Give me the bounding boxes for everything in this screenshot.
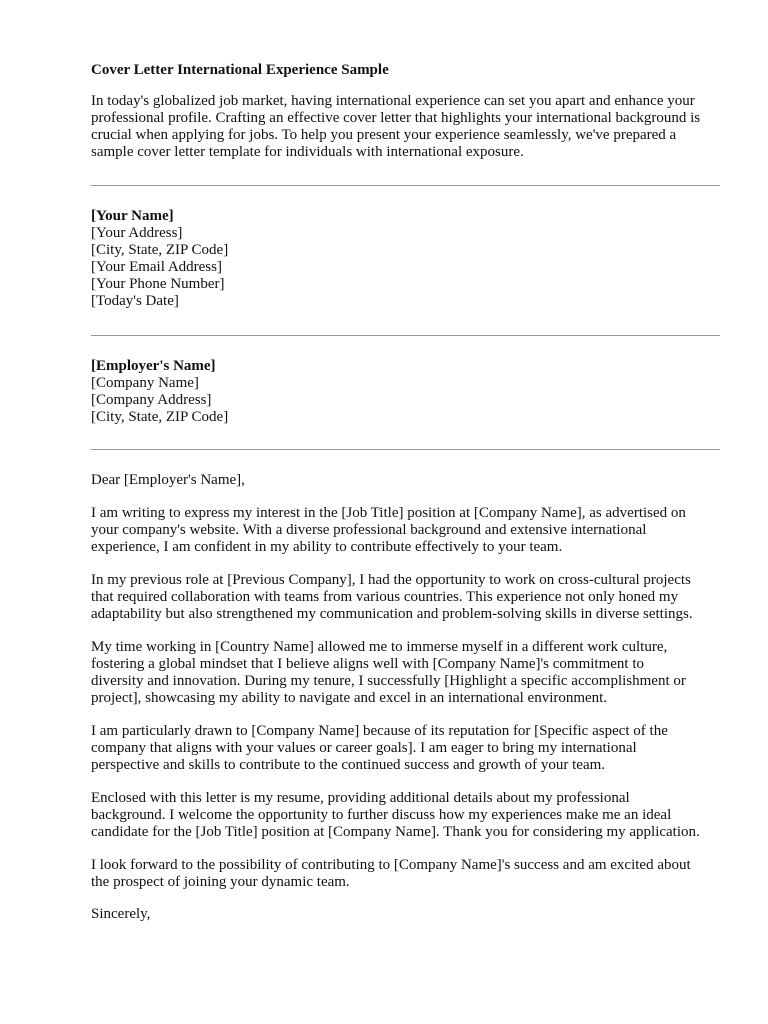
paragraph-line: background. I welcome the opportunity to further discuss how my experiences make me an ideal bbox=[91, 807, 672, 823]
paragraph-line: adaptability but also strengthened my communication and problem-solving skills in diverse settings. bbox=[91, 606, 693, 622]
employer-address: [Company Address] bbox=[91, 392, 212, 408]
paragraph-line: I look forward to the possibility of contributing to [Company Name]'s success and am excited about bbox=[91, 857, 691, 873]
divider bbox=[91, 449, 720, 450]
body-paragraph bbox=[91, 790, 731, 841]
intro-line: professional profile. Crafting an effective cover letter that highlights your international background is bbox=[91, 110, 701, 126]
employer-company: [Company Name] bbox=[91, 375, 199, 391]
sender-name: [Your Name] bbox=[91, 208, 174, 224]
body-paragraph bbox=[91, 723, 731, 774]
paragraph-line: I am writing to express my interest in the [Job Title] position at [Company Name], as advertised on bbox=[91, 505, 686, 521]
paragraph-line: diversity and innovation. During my tenure, I successfully [Highlight a specific accomplishment or bbox=[91, 673, 686, 689]
employer-city: [City, State, ZIP Code] bbox=[91, 409, 229, 425]
sender-date: [Today's Date] bbox=[91, 293, 179, 309]
document-title: Cover Letter International Experience Sample bbox=[91, 62, 389, 78]
body-paragraph bbox=[91, 505, 731, 556]
closing bbox=[91, 906, 731, 923]
employer-name: [Employer's Name] bbox=[91, 358, 216, 374]
intro-line: In today's globalized job market, having international experience can set you apart and enhance your bbox=[91, 93, 695, 109]
paragraph-line: perspective and skills to contribute to the continued success and growth of your team. bbox=[91, 757, 606, 773]
closing-text: Sincerely, bbox=[91, 906, 151, 922]
salutation bbox=[91, 472, 731, 489]
body-paragraph bbox=[91, 572, 731, 623]
body-paragraph bbox=[91, 857, 731, 891]
body-paragraph bbox=[91, 639, 731, 707]
paragraph-line: My time working in [Country Name] allowed me to immerse myself in a different work culture, bbox=[91, 639, 668, 655]
paragraph-line: Enclosed with this letter is my resume, providing additional details about my professional bbox=[91, 790, 630, 806]
paragraph-line: project], showcasing my ability to navigate and excel in an international environment. bbox=[91, 690, 608, 706]
sender-email: [Your Email Address] bbox=[91, 259, 222, 275]
divider bbox=[91, 335, 720, 336]
paragraph-line: In my previous role at [Previous Company], I had the opportunity to work on cross-cultural projects bbox=[91, 572, 691, 588]
sender-address: [Your Address] bbox=[91, 225, 183, 241]
intro-line: sample cover letter template for individuals with international exposure. bbox=[91, 144, 524, 160]
sender-block bbox=[91, 208, 731, 310]
paragraph-line: that required collaboration with teams from various countries. This experience not only honed my bbox=[91, 589, 679, 605]
paragraph-line: experience, I am confident in my ability to contribute effectively to your team. bbox=[91, 539, 563, 555]
paragraph-line: company that aligns with your values or career goals]. I am eager to bring my international bbox=[91, 740, 637, 756]
intro-line: crucial when applying for jobs. To help you present your experience seamlessly, we've prepared a bbox=[91, 127, 677, 143]
intro-paragraph bbox=[91, 93, 731, 161]
salutation-text: Dear [Employer's Name], bbox=[91, 472, 245, 488]
sender-city: [City, State, ZIP Code] bbox=[91, 242, 229, 258]
paragraph-line: fostering a global mindset that I believe aligns well with [Company Name]'s commitment to bbox=[91, 656, 645, 672]
employer-block bbox=[91, 358, 731, 426]
divider bbox=[91, 185, 720, 186]
paragraph-line: your company's website. With a diverse professional background and extensive international bbox=[91, 522, 647, 538]
sender-phone: [Your Phone Number] bbox=[91, 276, 225, 292]
paragraph-line: I am particularly drawn to [Company Name] because of its reputation for [Specific aspect of the bbox=[91, 723, 668, 739]
paragraph-line: the prospect of joining your dynamic team. bbox=[91, 874, 350, 890]
paragraph-line: candidate for the [Job Title] position at [Company Name]. Thank you for considering my application. bbox=[91, 824, 700, 840]
